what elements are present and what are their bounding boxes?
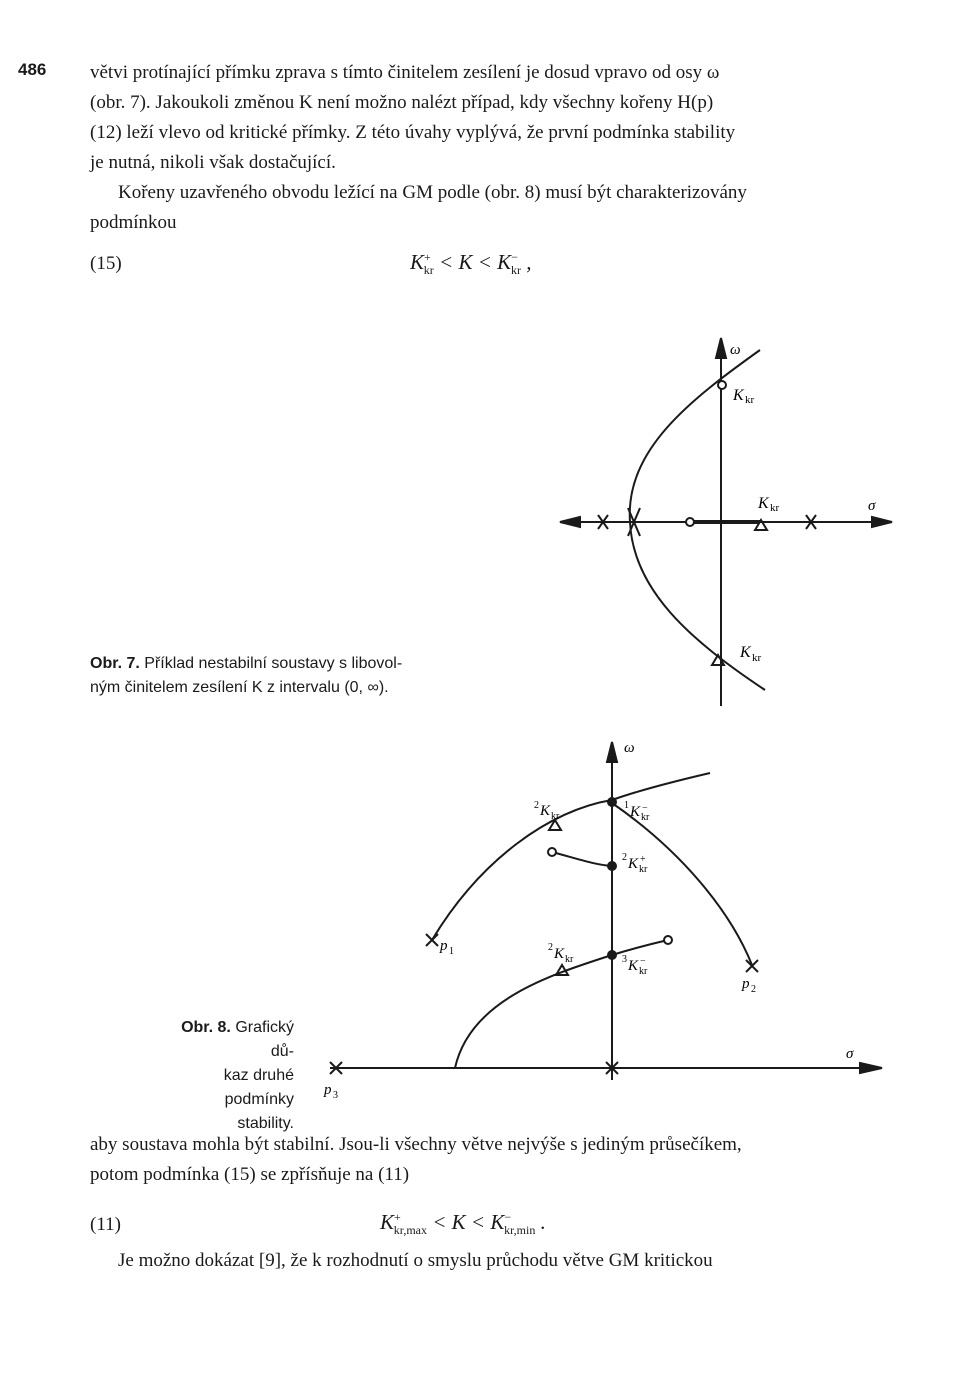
caption-text: Příklad nestabilní soustavy s libovol- <box>139 655 403 672</box>
sigma-axis-left-arrow <box>560 517 580 527</box>
k2kr-upper-sub: kr <box>551 811 560 822</box>
eq-sup: − <box>504 1210 512 1224</box>
sigma-label: σ <box>868 498 876 514</box>
text-line: potom podmínka (15) se zpřísňuje na (11) <box>90 1164 410 1185</box>
caption-text: Grafický dů- <box>230 1019 294 1060</box>
k1kr-label: K <box>630 804 641 820</box>
k2kr-plus-pre: 2 <box>622 852 627 863</box>
caption-text: ným činitelem zesílení K z intervalu (0, ∞). <box>90 679 389 696</box>
sigma-label: σ <box>846 1046 854 1062</box>
sigma-axis-arrow <box>872 517 892 527</box>
k1kr-sup: − <box>642 803 648 814</box>
p3-label: p <box>324 1082 332 1098</box>
omega-label: ω <box>730 342 741 358</box>
text-line: podmínkou <box>90 212 177 233</box>
k2kr-upper-label: K <box>540 803 551 819</box>
eq-mid: < K < <box>426 1210 491 1234</box>
k1kr-sub: kr <box>641 812 650 823</box>
p2-sub: 2 <box>751 984 756 995</box>
k2kr-upper-pre: 2 <box>534 800 539 811</box>
eq-sup: + <box>424 250 431 264</box>
kkr-mid-label: K <box>758 495 769 512</box>
equation-11 <box>380 1210 546 1238</box>
kkr-top-label: K <box>733 387 744 404</box>
caption-label: Obr. 7. <box>90 655 140 672</box>
eq-sup: − <box>511 250 518 264</box>
omega-label: ω <box>624 740 635 756</box>
text-line: Je možno dokázat [9], že k rozhodnutí o smyslu průchodu větve GM kritickou <box>118 1250 713 1271</box>
page-number: 486 <box>18 60 47 79</box>
equation-number-11: (11) <box>90 1214 121 1235</box>
k2kr-lower-pre: 2 <box>548 942 553 953</box>
figure-7-caption <box>90 652 402 700</box>
eq-sub: kr <box>510 263 521 278</box>
k3kr-sup: − <box>640 956 646 967</box>
k2kr-plus-sup: + <box>640 854 646 865</box>
eq-term: K <box>410 250 425 274</box>
p3-sub: 3 <box>333 1090 338 1101</box>
k3kr-label: K <box>628 958 639 974</box>
k2kr-plus-sub: kr <box>639 864 648 875</box>
eq-tail: , <box>520 250 532 274</box>
p2-label: p <box>742 976 750 992</box>
caption-label: Obr. 8. <box>181 1019 231 1036</box>
k1kr-pre: 1 <box>624 800 629 811</box>
p1-label: p <box>440 938 448 954</box>
equation-number-15: (15) <box>90 253 122 274</box>
eq-mid: < K < <box>433 250 498 274</box>
k2kr-plus-label: K <box>628 856 639 872</box>
eq-sub: kr,min <box>504 1223 536 1238</box>
eq-term: K <box>490 1210 505 1234</box>
text-line: Kořeny uzavřeného obvodu ležící na GM podle (obr. 8) musí být charakterizovány <box>118 182 747 203</box>
caption-text: stability. <box>237 1115 294 1132</box>
k2kr-lower-sub: kr <box>565 954 574 965</box>
eq-term: K <box>497 250 512 274</box>
text-line: větvi protínající přímku zprava s tímto činitelem zesílení je dosud vpravo od osy ω <box>90 62 720 83</box>
k2kr-lower-label: K <box>554 946 565 962</box>
eq-sub: kr <box>423 263 434 278</box>
eq-sub: kr,max <box>393 1223 427 1238</box>
text-line: (obr. 7). Jakoukoli změnou K není možno nalézt případ, kdy všechny kořeny H(p) <box>90 92 714 113</box>
kkr-bot-label: K <box>740 644 751 661</box>
paragraph-conclusion <box>90 1130 900 1190</box>
paragraph-continuation <box>90 1246 900 1276</box>
eq-sup: + <box>394 1210 401 1224</box>
text-line: aby soustava mohla být stabilní. Jsou-li všechny větve nejvýše s jediným průsečíkem, <box>90 1134 742 1155</box>
eq-term: K <box>380 1210 395 1234</box>
p1-sub: 1 <box>449 946 454 957</box>
caption-text: kaz druhé podmínky <box>223 1067 294 1108</box>
kkr-point <box>718 381 726 389</box>
k3kr-sub: kr <box>639 966 648 977</box>
k3kr-pre: 3 <box>622 954 627 965</box>
figure-8-caption <box>164 1016 294 1136</box>
text-line: je nutná, nikoli však dostačující. <box>90 152 336 173</box>
zero-mark <box>686 518 694 526</box>
text-line: (12) leží vlevo od kritické přímky. Z této úvahy vyplývá, že první podmínka stability <box>90 122 736 143</box>
eq-tail: . <box>535 1210 546 1234</box>
kkr-bot-sub: kr <box>752 652 762 664</box>
kkr-mid-sub: kr <box>770 502 780 514</box>
kkr-top-sub: kr <box>745 394 755 406</box>
omega-axis-arrow <box>716 338 726 358</box>
